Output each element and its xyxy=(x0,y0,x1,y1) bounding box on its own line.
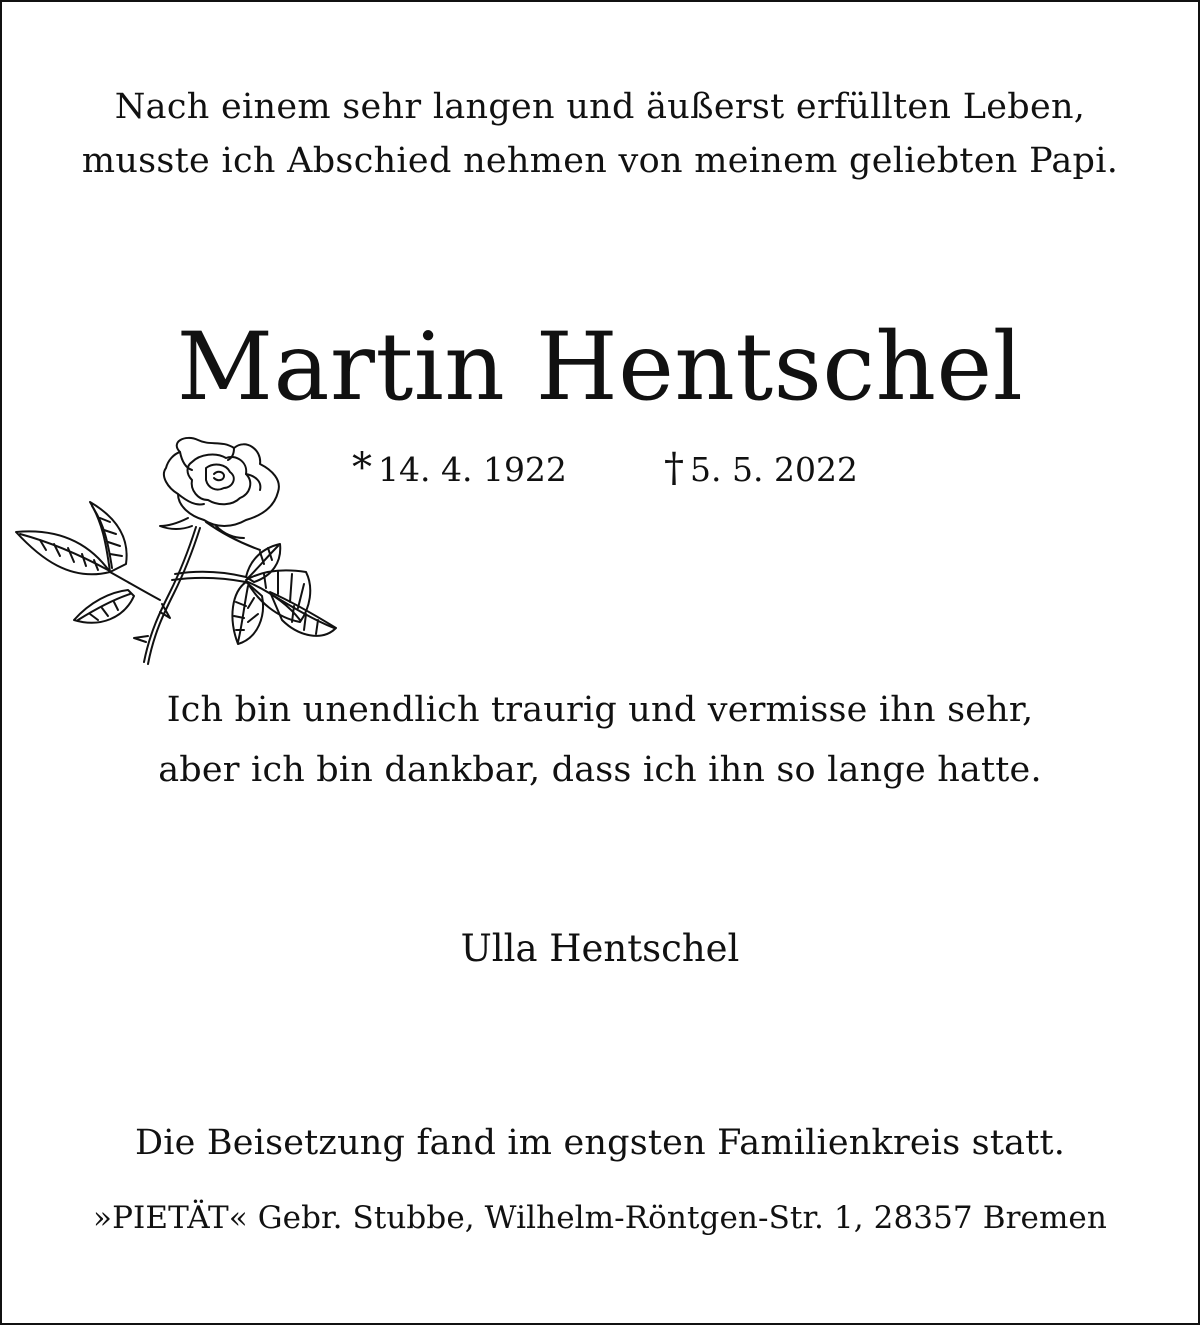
quote-text xyxy=(0,680,1200,800)
signer-name: Ulla Hentschel xyxy=(460,927,740,970)
death-date: 5. 5. 2022 xyxy=(690,450,858,489)
deceased-name: Martin Hentschel xyxy=(176,313,1024,422)
intro-line-2: musste ich Abschied nehmen von meinem geliebten Papi. xyxy=(81,141,1119,181)
cross-icon: † xyxy=(664,445,684,491)
rose-icon xyxy=(10,432,340,687)
birth-date-group xyxy=(352,446,567,492)
intro-line-1: Nach einem sehr langen und äußerst erfüllten Leben, xyxy=(114,87,1086,127)
burial-note: Die Beisetzung fand im engsten Familienkreis statt. xyxy=(134,1123,1066,1163)
quote-line-1: Ich bin unendlich traurig und vermisse ihn sehr, xyxy=(166,690,1034,730)
intro-text xyxy=(0,80,1200,188)
birth-date: 14. 4. 1922 xyxy=(378,450,567,489)
quote-line-2: aber ich bin dankbar, dass ich ihn so lange hatte. xyxy=(158,750,1042,790)
birth-symbol-icon: * xyxy=(352,445,372,491)
undertaker-address: »PIETÄT« Gebr. Stubbe, Wilhelm-Röntgen-Str. 1, 28357 Bremen xyxy=(93,1200,1107,1236)
death-date-group xyxy=(664,446,858,492)
